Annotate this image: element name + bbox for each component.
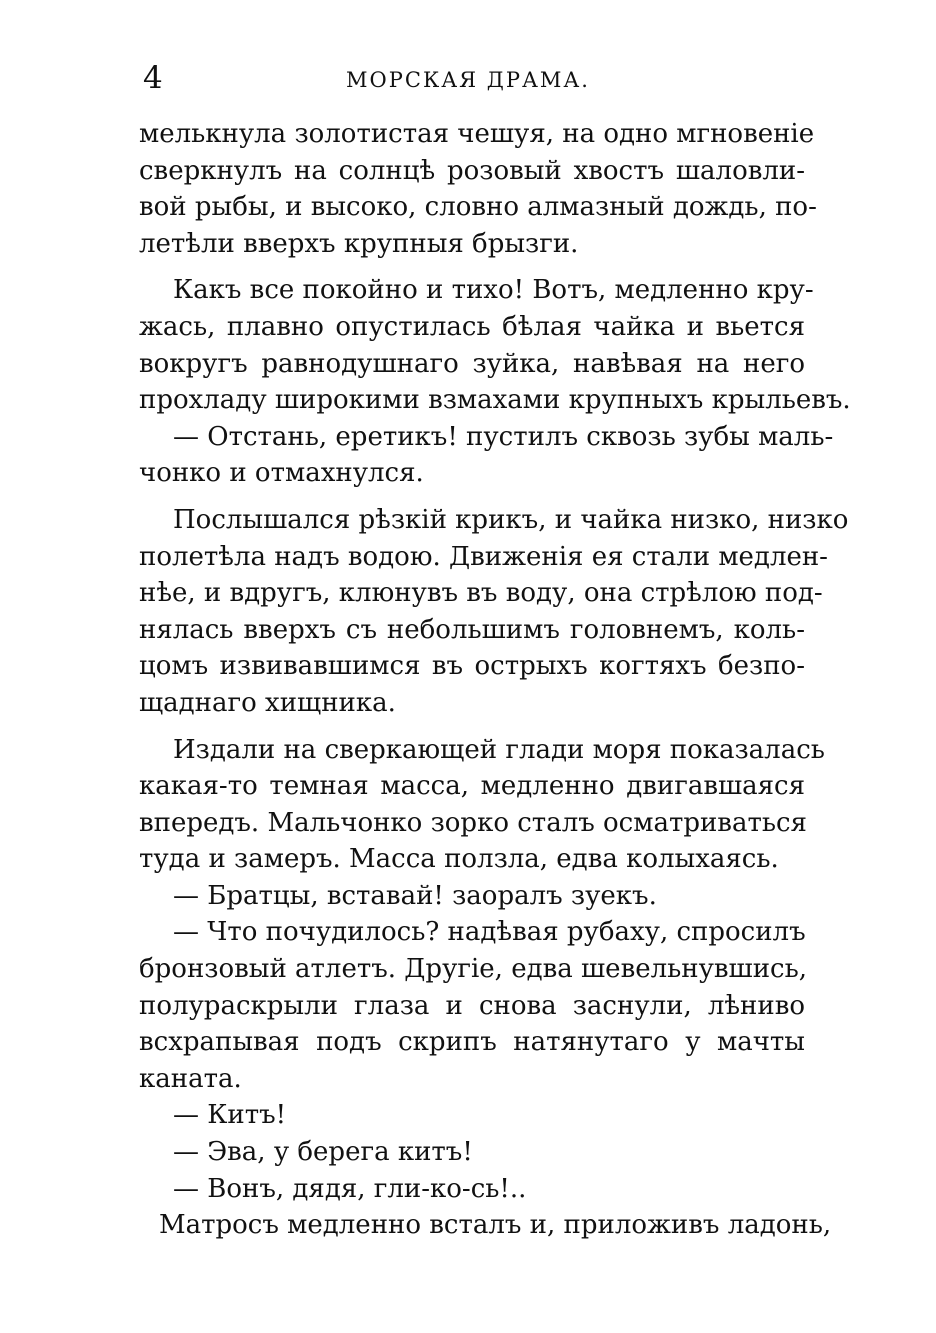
paragraph <box>139 1171 805 1208</box>
paragraph <box>139 1134 805 1171</box>
page-number: 4 <box>143 60 163 96</box>
text-line: какая-то темная масса, медленно двигавшаяся <box>139 771 805 802</box>
text-line: полетѣла надъ водою. Движенія ея стали медлен- <box>139 541 828 572</box>
text-line: каната. <box>139 1063 242 1094</box>
text-line: нѣе, и вдругъ, клюнувъ въ воду, она стрѣлою под- <box>139 578 823 609</box>
text-line: вокругъ равнодушнаго зуйка, навѣвая на него <box>139 348 805 379</box>
text-line: чонко и отмахнулся. <box>139 458 424 489</box>
text-line: мелькнула золотистая чешуя, на одно мгновеніе <box>139 119 815 149</box>
text-line: щаднаго хищника. <box>139 687 396 718</box>
text-line: — Китъ! <box>173 1100 287 1131</box>
paragraph <box>139 116 817 262</box>
text-line: всхрапывая подъ скрипъ натянутаго у мачты <box>139 1027 805 1058</box>
text-line: Издали на сверкающей глади моря показалась <box>173 734 825 765</box>
text-line: Матросъ медленно всталъ и, приложивъ ладонь, <box>159 1210 832 1241</box>
paragraph <box>139 1097 805 1134</box>
text-line: летѣли вверхъ крупныя брызги. <box>139 228 579 259</box>
paragraph <box>139 1207 832 1244</box>
text-line: цомъ извивавшимся въ острыхъ когтяхъ безпо- <box>139 651 805 682</box>
text-line: полураскрыли глаза и снова заснули, лѣниво <box>139 990 805 1021</box>
text-line: — Эва, у берега китъ! <box>173 1137 473 1168</box>
text-line: — Отстань, еретикъ! пустилъ сквозь зубы маль- <box>173 421 834 452</box>
running-title: МОРСКАЯ ДРАМА. <box>346 68 590 92</box>
text-line: прохладу широкими взмахами крупныхъ крыльевъ. <box>139 385 851 416</box>
text-line: туда и замеръ. Масса ползла, едва колыхаясь. <box>139 844 779 875</box>
paragraph <box>139 914 808 1097</box>
text-line: — Что почудилось? надѣвая рубаху, спросилъ <box>173 917 806 948</box>
text-line: Послышался рѣзкій крикъ, и чайка низко, низко <box>173 504 849 535</box>
text-line: Какъ все покойно и тихо! Вотъ, медленно кру- <box>173 275 814 306</box>
text-line: — Вонъ, дядя, гли-ко-сь!.. <box>173 1173 527 1204</box>
paragraph <box>139 272 851 418</box>
paragraph <box>139 732 825 878</box>
paragraph <box>139 419 834 492</box>
body-text <box>139 116 851 1244</box>
text-line: сверкнулъ на солнцѣ розовый хвостъ шаловли- <box>139 155 805 186</box>
paragraph <box>139 878 805 915</box>
text-line: впередъ. Мальчонко зорко сталъ осматриваться <box>139 807 807 838</box>
text-line: — Братцы, вставай! заоралъ зуекъ. <box>173 880 657 911</box>
text-line: жась, плавно опустилась бѣлая чайка и вьется <box>139 311 805 342</box>
text-line: бронзовый атлетъ. Другіе, едва шевельнувшись, <box>139 954 808 985</box>
text-line: нялась вверхъ съ небольшимъ головнемъ, коль- <box>139 614 805 645</box>
text-line: вой рыбы, и высоко, словно алмазный дождь, по- <box>139 192 817 223</box>
paragraph <box>139 502 849 722</box>
